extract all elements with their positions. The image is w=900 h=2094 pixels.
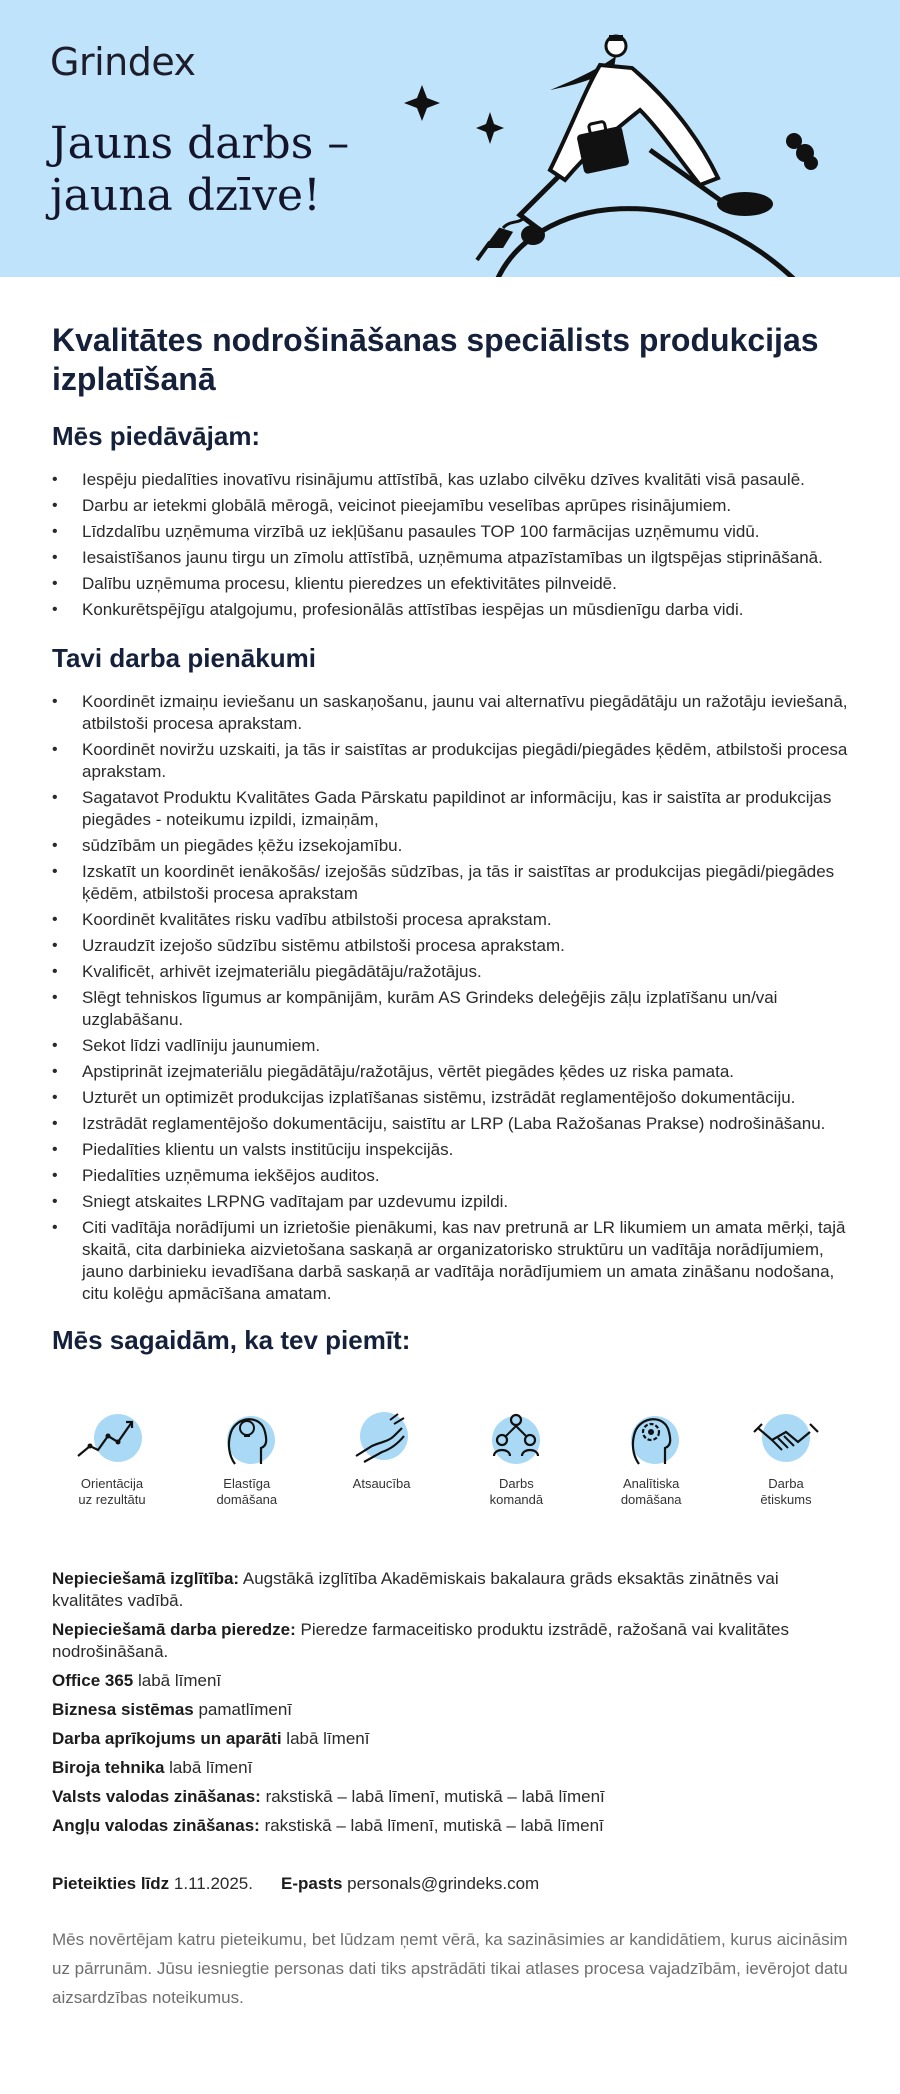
list-item	[52, 961, 848, 983]
requirement-label: Nepieciešamā darba pieredze:	[52, 1620, 296, 1639]
runner-shoe-front	[717, 192, 773, 216]
handshake-icon	[746, 1406, 826, 1470]
competency-item	[322, 1406, 442, 1508]
hero-slogan	[50, 118, 390, 222]
team-icon	[476, 1406, 556, 1470]
planet-arc	[495, 209, 805, 277]
bullet-icon: •	[52, 789, 58, 806]
requirement-value: Augstākā izglītība Akadēmiskais bakalaura grāds eksaktās zinātnēs vai kvalitātes vadībā.	[52, 1569, 779, 1610]
list-item-text: Dalību uzņēmuma procesu, klientu pieredzes un efektivitātes pilnveidē.	[82, 574, 617, 593]
list-item	[52, 1165, 848, 1187]
privacy-notice: Mēs novērtējam katru pieteikumu, bet lūdzam ņemt vērā, ka sazināsimies ar kandidātiem, kurus aicināsim uz pārrunām. Jūsu iesniegtie personas dati tiks apstrādāti tikai atlases procesa vajadzībām, ievērojot datu aizsardzības noteikumus.	[52, 1930, 848, 2007]
bullet-icon: •	[52, 693, 58, 710]
competency-label-line1: Orientācija	[80, 1476, 144, 1491]
requirement-label: Valsts valodas zināšanas:	[52, 1787, 261, 1806]
list-item	[52, 1217, 848, 1305]
expectations-section	[52, 1325, 848, 1508]
sparkle-large	[404, 85, 440, 121]
list-item-text: Koordinēt izmaiņu ieviešanu un saskaņošanu, jaunu vai alternatīvu piegādātāju un ražotāju ieviešanā, atbilstoši procesa aprakstam.	[82, 692, 848, 733]
requirement-value: pamatlīmenī	[193, 1700, 293, 1719]
bullet-icon: •	[52, 837, 58, 854]
list-item-text: Koordinēt noviržu uzskaiti, ja tās ir saistītas ar produkcijas piegādi/piegādes ķēdēm, atbilstoši procesa aprakstam.	[82, 740, 848, 781]
bullet-icon: •	[52, 963, 58, 980]
requirement-row	[52, 1786, 848, 1808]
competency-label-line1: Analītiska	[623, 1476, 680, 1491]
list-item-text: Uzturēt un optimizēt produkcijas izplatīšanas sistēmu, izstrādāt reglamentējošo dokumentāciju.	[82, 1088, 796, 1107]
requirements-section	[52, 1568, 848, 1837]
requirement-row	[52, 1815, 848, 1837]
bullet-icon: •	[52, 601, 58, 618]
list-item-text: Sniegt atskaites LRPNG vadītajam par uzdevumu izpildi.	[82, 1192, 509, 1211]
slogan-line-1: Jauns darbs –	[50, 118, 350, 169]
requirement-row	[52, 1728, 848, 1750]
offers-section	[52, 421, 848, 621]
slogan-line-2: jauna dzīve!	[50, 170, 321, 221]
competency-label-line1: Darba	[768, 1476, 804, 1491]
competency-item	[456, 1406, 576, 1508]
small-figure	[477, 230, 510, 260]
bullet-icon: •	[52, 989, 58, 1006]
list-item-text: Darbu ar ietekmi globālā mērogā, veicinot pieejamību veselības aprūpes risinājumiem.	[82, 496, 732, 515]
runner-shoe-back	[521, 225, 545, 245]
bullet-icon: •	[52, 1063, 58, 1080]
deadline-value: 1.11.2025.	[169, 1874, 253, 1893]
sparkle-small	[476, 112, 504, 144]
requirement-value: Pieredze farmaceitisko produktu izstrādē, ražošanā vai kvalitātes nodrošināšanā.	[52, 1620, 790, 1661]
list-item	[52, 1139, 848, 1161]
bullet-icon: •	[52, 1089, 58, 1106]
requirement-value: rakstiskā – labā līmenī, mutiskā – labā līmenī	[260, 1787, 605, 1806]
list-item	[52, 909, 848, 931]
growth-chart-icon	[72, 1406, 152, 1470]
requirement-row	[52, 1670, 848, 1692]
bullet-icon: •	[52, 1219, 58, 1236]
requirement-label: Nepieciešamā izglītība:	[52, 1569, 240, 1588]
list-item	[52, 787, 848, 831]
email-link[interactable]: personals@grindeks.com	[342, 1874, 540, 1893]
requirement-value: labā līmenī	[281, 1729, 370, 1748]
requirement-label: Biroja tehnika	[52, 1758, 165, 1777]
bullet-icon: •	[52, 1141, 58, 1158]
bullet-icon: •	[52, 1167, 58, 1184]
lightbulb-head-icon	[207, 1406, 287, 1470]
expectations-heading: Mēs sagaidām, ka tev piemīt:	[52, 1325, 411, 1355]
apply-info	[52, 1873, 848, 1895]
list-item-text: Iespēju piedalīties inovatīvu risinājumu attīstībā, kas uzlabo cilvēku dzīves kvalitāti visā pasaulē.	[82, 470, 805, 489]
competency-label-line2: domāšana	[216, 1492, 278, 1507]
list-item-text: Slēgt tehniskos līgumus ar kompānijām, kurām AS Grindeks deleģējis zāļu izplatīšanu un/vai uzglabāšanu.	[82, 988, 778, 1029]
requirement-label: Biznesa sistēmas	[52, 1700, 194, 1719]
bullet-icon: •	[52, 575, 58, 592]
competency-label-line2: komandā	[489, 1492, 544, 1507]
requirement-label: Angļu valodas zināšanas:	[52, 1816, 260, 1835]
duties-section	[52, 643, 848, 1305]
list-item	[52, 861, 848, 905]
list-item-text: Piedalīties uzņēmuma iekšējos auditos.	[82, 1166, 380, 1185]
list-item	[52, 935, 848, 957]
helping-hands-icon	[342, 1406, 422, 1470]
requirement-value: rakstiskā – labā līmenī, mutiskā – labā līmenī	[259, 1816, 604, 1835]
bullet-icon: •	[52, 937, 58, 954]
competency-item	[591, 1406, 711, 1508]
competency-label	[52, 1476, 172, 1508]
duties-list	[52, 691, 848, 1305]
small-flag	[503, 218, 524, 228]
bullet-icon: •	[52, 1037, 58, 1054]
list-item	[52, 691, 848, 735]
bullet-icon: •	[52, 523, 58, 540]
running-man-illustration	[400, 20, 840, 277]
list-item-text: Citi vadītāja norādījumi un izrietošie pienākumi, kas nav pretrunā ar LR likumiem un amata mērķi, tajā skaitā, cita darbinieka aizvietošana saskaņā ar organizatorisko struktūru un vadītāja norādījumiem, jauno darbinieku ievadīšana darbā saskaņā ar vadītāja norādījumiem un amata zināšanu nodošana, citu kolēģu apmācīšana amatam.	[82, 1218, 846, 1303]
list-item-text: Sagatavot Produktu Kvalitātes Gada Pārskatu papildinot ar informāciju, kas ir saistīta ar produkcijas piegādes - noteikumu izpildi, izmaiņām,	[82, 788, 832, 829]
deadline-label: Pieteikties līdz	[52, 1874, 170, 1893]
company-logo: Grindex	[50, 40, 196, 84]
competency-label-line2: domāšana	[620, 1492, 682, 1507]
list-item	[52, 469, 848, 491]
list-item-text: Konkurētspējīgu atalgojumu, profesionālās attīstības iespējas un mūsdienīgu darba vidi.	[82, 600, 744, 619]
list-item	[52, 987, 848, 1031]
list-item-text: sūdzībām un piegādes ķēžu izsekojamību.	[82, 836, 403, 855]
job-ad-content	[0, 321, 900, 2012]
competency-item	[187, 1406, 307, 1508]
bullet-icon: •	[52, 1193, 58, 1210]
competency-label	[456, 1476, 576, 1508]
duties-heading: Tavi darba pienākumi	[52, 643, 316, 673]
list-item	[52, 495, 848, 517]
bullet-icon: •	[52, 471, 58, 488]
list-item	[52, 599, 848, 621]
list-item-text: Izskatīt un koordinēt ienākošās/ izejošās sūdzības, ja tās ir saistītas ar produkcijas piegādi/piegādes ķēdēm, atbilstoši procesa aprakstam	[82, 862, 835, 903]
requirement-row	[52, 1699, 848, 1721]
bullet-icon: •	[52, 549, 58, 566]
list-item	[52, 521, 848, 543]
bullet-icon: •	[52, 911, 58, 928]
competency-label-line2: uz rezultātu	[78, 1492, 146, 1507]
list-item	[52, 1191, 848, 1213]
list-item	[52, 1035, 848, 1057]
competency-row	[52, 1406, 848, 1508]
bullet-icon: •	[52, 497, 58, 514]
competency-item	[52, 1406, 172, 1508]
list-item-text: Uzraudzīt izejošo sūdzību sistēmu atbilstoši procesa aprakstam.	[82, 936, 565, 955]
requirement-row	[52, 1568, 848, 1612]
list-item	[52, 547, 848, 569]
job-title: Kvalitātes nodrošināšanas speciālists produkcijas izplatīšanā	[52, 322, 819, 397]
hero-banner	[0, 0, 900, 277]
competency-label-line2: ētiskums	[760, 1492, 812, 1507]
offers-heading: Mēs piedāvājam:	[52, 421, 261, 451]
competency-label-line1: Darbs	[499, 1476, 534, 1491]
competency-label	[187, 1476, 307, 1508]
requirement-row	[52, 1619, 848, 1663]
competency-item	[726, 1406, 846, 1508]
competency-label	[322, 1476, 442, 1492]
list-item	[52, 1061, 848, 1083]
list-item	[52, 835, 848, 857]
ball-3	[804, 156, 818, 170]
list-item-text: Līdzdalību uzņēmuma virzībā uz iekļūšanu pasaules TOP 100 farmācijas uzņēmumu vidū.	[82, 522, 760, 541]
list-item-text: Iesaistīšanos jaunu tirgu un zīmolu attīstībā, uzņēmuma atpazīstamības un ilgtspējas stiprināšanā.	[82, 548, 823, 567]
list-item-text: Izstrādāt reglamentējošo dokumentāciju, saistītu ar LRP (Laba Ražošanas Prakse) nodrošināšanu.	[82, 1114, 826, 1133]
competency-label-line1: Elastīga	[223, 1476, 271, 1491]
offers-list	[52, 469, 848, 621]
competency-label-line1: Atsaucība	[352, 1476, 411, 1491]
competency-label	[591, 1476, 711, 1508]
requirement-value: labā līmenī	[133, 1671, 222, 1690]
gear-head-icon	[611, 1406, 691, 1470]
requirement-row	[52, 1757, 848, 1779]
list-item	[52, 1087, 848, 1109]
requirement-value: labā līmenī	[164, 1758, 253, 1777]
email-label: E-pasts	[281, 1874, 343, 1893]
list-item-text: Apstiprināt izejmateriālu piegādātāju/ražotājus, vērtēt piegādes ķēdes uz riska pamata.	[82, 1062, 735, 1081]
bullet-icon: •	[52, 741, 58, 758]
competency-label	[726, 1476, 846, 1508]
list-item	[52, 739, 848, 783]
list-item	[52, 573, 848, 595]
bullet-icon: •	[52, 863, 58, 880]
list-item-text: Kvalificēt, arhivēt izejmateriālu piegādātāju/ražotājus.	[82, 962, 482, 981]
requirement-label: Office 365	[52, 1671, 134, 1690]
list-item-text: Koordinēt kvalitātes risku vadību atbilstoši procesa aprakstam.	[82, 910, 552, 929]
list-item-text: Sekot līdzi vadlīniju jaunumiem.	[82, 1036, 321, 1055]
requirement-label: Darba aprīkojums un aparāti	[52, 1729, 282, 1748]
bullet-icon: •	[52, 1115, 58, 1132]
list-item-text: Piedalīties klientu un valsts institūciju inspekcijās.	[82, 1140, 454, 1159]
list-item	[52, 1113, 848, 1135]
